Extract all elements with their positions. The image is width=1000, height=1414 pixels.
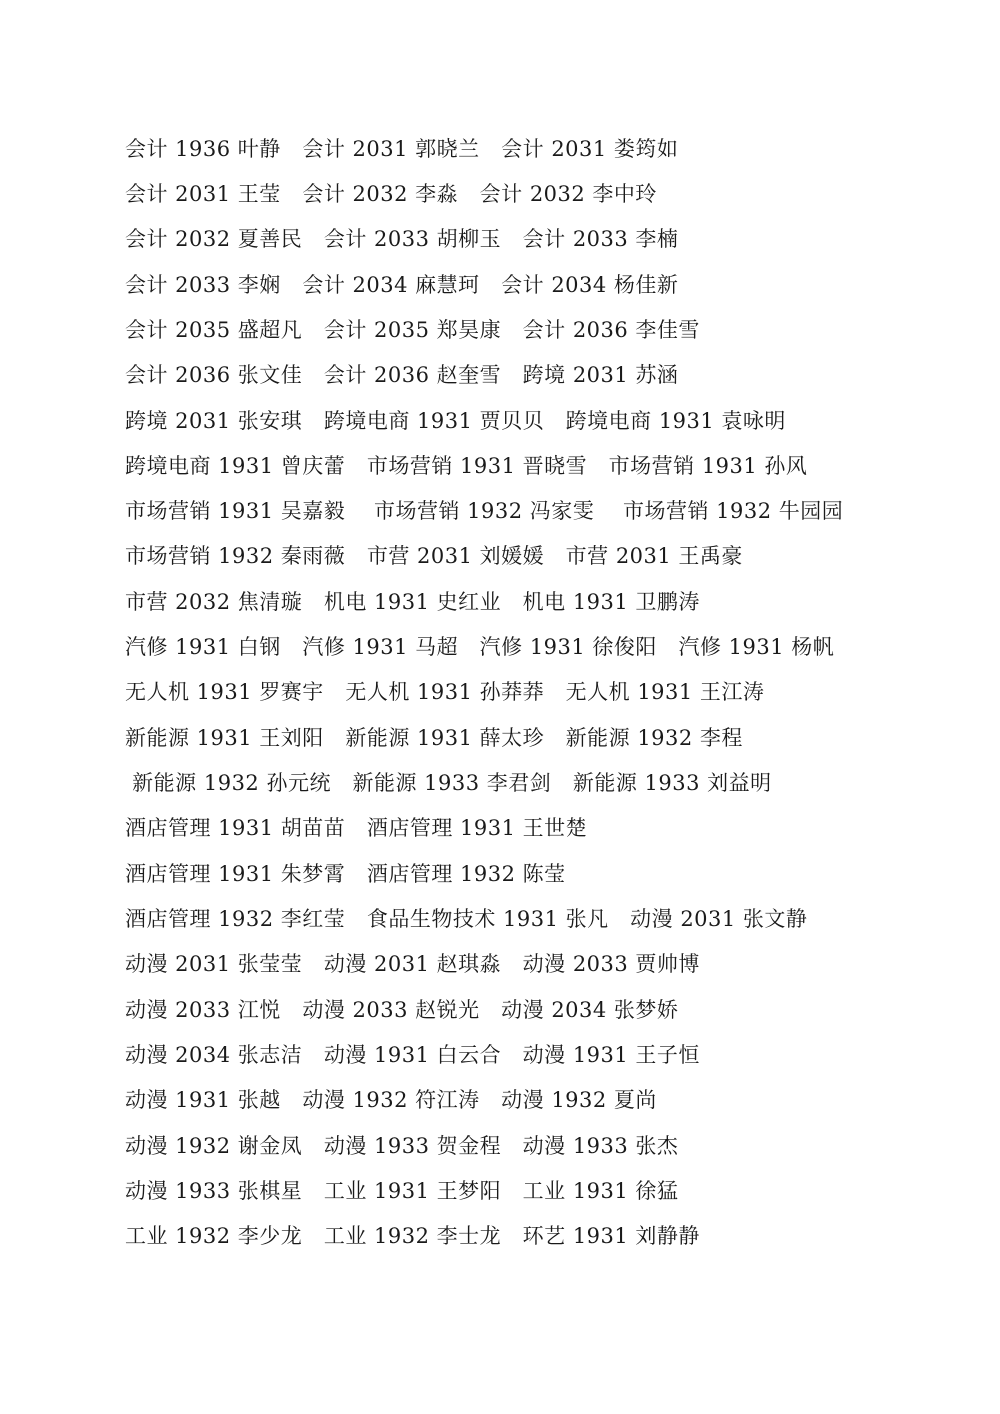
name-list-line: 市营 2032 焦清璇 机电 1931 史红业 机电 1931 卫鹏涛 xyxy=(125,590,700,614)
name-list-line: 酒店管理 1931 胡苗苗 酒店管理 1931 王世楚 xyxy=(125,816,588,840)
name-list-line: 动漫 2033 江悦 动漫 2033 赵锐光 动漫 2034 张梦娇 xyxy=(125,998,679,1022)
name-list-line: 动漫 2034 张志洁 动漫 1931 白云合 动漫 1931 王子恒 xyxy=(125,1043,700,1067)
name-list-line: 会计 2036 张文佳 会计 2036 赵奎雪 跨境 2031 苏涵 xyxy=(125,363,679,387)
name-list-line: 会计 2033 李娴 会计 2034 麻慧珂 会计 2034 杨佳新 xyxy=(125,273,679,297)
name-list-line: 会计 1936 叶静 会计 2031 郭晓兰 会计 2031 娄筠如 xyxy=(125,137,679,161)
name-list-line: 新能源 1931 王刘阳 新能源 1931 薛太珍 新能源 1932 李程 xyxy=(125,726,743,750)
name-list-line: 市场营销 1932 秦雨薇 市营 2031 刘媛媛 市营 2031 王禹豪 xyxy=(125,544,743,568)
name-list-line: 酒店管理 1932 李红莹 食品生物技术 1931 张凡 动漫 2031 张文静 xyxy=(125,907,808,931)
name-list-line: 会计 2035 盛超凡 会计 2035 郑昊康 会计 2036 李佳雪 xyxy=(125,318,700,342)
name-list-line: 会计 2032 夏善民 会计 2033 胡柳玉 会计 2033 李楠 xyxy=(125,227,679,251)
name-list-line: 市场营销 1931 吴嘉毅 市场营销 1932 冯家雯 市场营销 1932 牛园园 xyxy=(125,499,844,523)
name-list-line: 动漫 1933 张棋星 工业 1931 王梦阳 工业 1931 徐猛 xyxy=(125,1179,679,1203)
name-list-line: 酒店管理 1931 朱梦霄 酒店管理 1932 陈莹 xyxy=(125,862,566,886)
name-list-line: 无人机 1931 罗赛宇 无人机 1931 孙莽莽 无人机 1931 王江涛 xyxy=(125,680,765,704)
name-list-line: 会计 2031 王莹 会计 2032 李淼 会计 2032 李中玲 xyxy=(125,182,657,206)
name-list-line: 动漫 2031 张莹莹 动漫 2031 赵琪淼 动漫 2033 贾帅博 xyxy=(125,952,700,976)
name-list-line: 汽修 1931 白钢 汽修 1931 马超 汽修 1931 徐俊阳 汽修 1931 杨帆 xyxy=(125,635,835,659)
name-list-line: 动漫 1932 谢金凤 动漫 1933 贺金程 动漫 1933 张杰 xyxy=(125,1134,679,1158)
name-list-line: 工业 1932 李少龙 工业 1932 李士龙 环艺 1931 刘静静 xyxy=(125,1224,700,1248)
name-list-line: 跨境电商 1931 曾庆蕾 市场营销 1931 晋晓雪 市场营销 1931 孙风 xyxy=(125,454,808,478)
name-list-line: 动漫 1931 张越 动漫 1932 符江涛 动漫 1932 夏尚 xyxy=(125,1088,657,1112)
name-list-line: 跨境 2031 张安琪 跨境电商 1931 贾贝贝 跨境电商 1931 袁咏明 xyxy=(125,409,786,433)
name-list-line: 新能源 1932 孙元统 新能源 1933 李君剑 新能源 1933 刘益明 xyxy=(125,771,772,795)
